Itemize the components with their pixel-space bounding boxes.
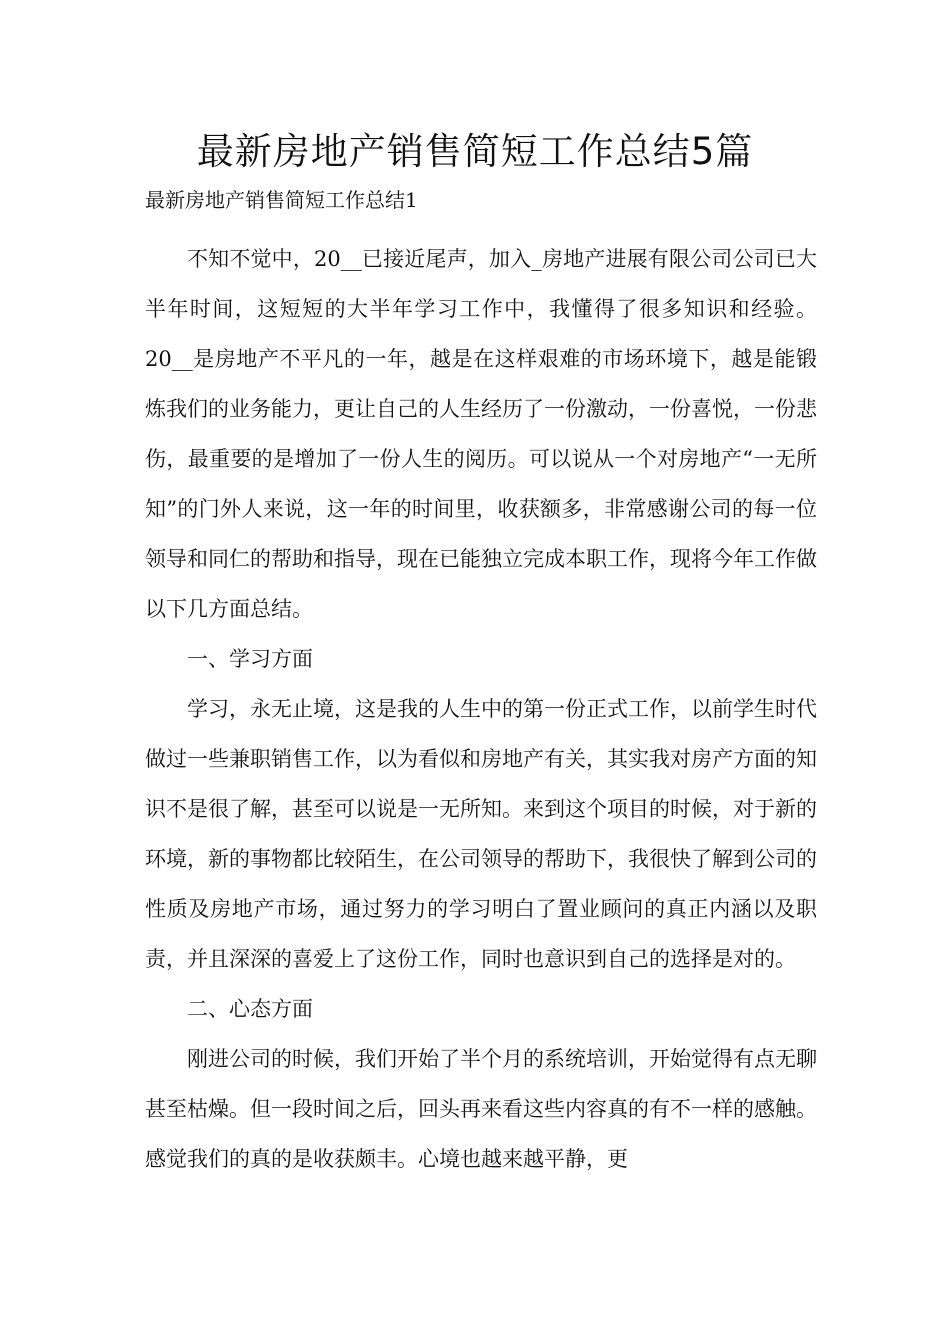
- paragraph-mindset: 刚进公司的时候，我们开始了半个月的系统培训，开始觉得有点无聊甚至枯燥。但一段时间之后，回头再来看这些内容真的有不一样的感触。感觉我们的真的是收获颇丰。心境也越来越平静，更: [145, 1047, 817, 1171]
- section-heading-study: 一、学习方面: [187, 647, 313, 671]
- document-title: 最新房地产销售简短工作总结5篇: [196, 130, 754, 173]
- document-subtitle: 最新房地产销售简短工作总结1: [145, 188, 418, 212]
- paragraph-intro: 不知不觉中，20__已接近尾声，加入_房地产进展有限公司公司已大半年时间，这短短的大半年学习工作中，我懂得了很多知识和经验。20__是房地产不平凡的一年，越是在这样艰难的市场环境下，越是能锻炼我们的业务能力，更让自己的人生经历了一份激动，一份喜悦，一份悲伤，最重要的是增加了一份人生的阅历。可以说从一个对房地产“一无所知”的门外人来说，这一年的时间里，收获额多，非常感谢公司的每一位领导和同仁的帮助和指导，现在已能独立完成本职工作，现将今年工作做以下几方面总结。: [145, 247, 817, 621]
- paragraph-study: 学习，永无止境，这是我的人生中的第一份正式工作，以前学生时代做过一些兼职销售工作，以为看似和房地产有关，其实我对房产方面的知识不是很了解，甚至可以说是一无所知。来到这个项目的时候，对于新的环境，新的事物都比较陌生，在公司领导的帮助下，我很快了解到公司的性质及房地产市场，通过努力的学习明白了置业顾问的真正内涵以及职责，并且深深的喜爱上了这份工作，同时也意识到自己的选择是对的。: [145, 697, 817, 971]
- section-heading-mindset: 二、心态方面: [187, 997, 313, 1021]
- document-body: [145, 234, 817, 1184]
